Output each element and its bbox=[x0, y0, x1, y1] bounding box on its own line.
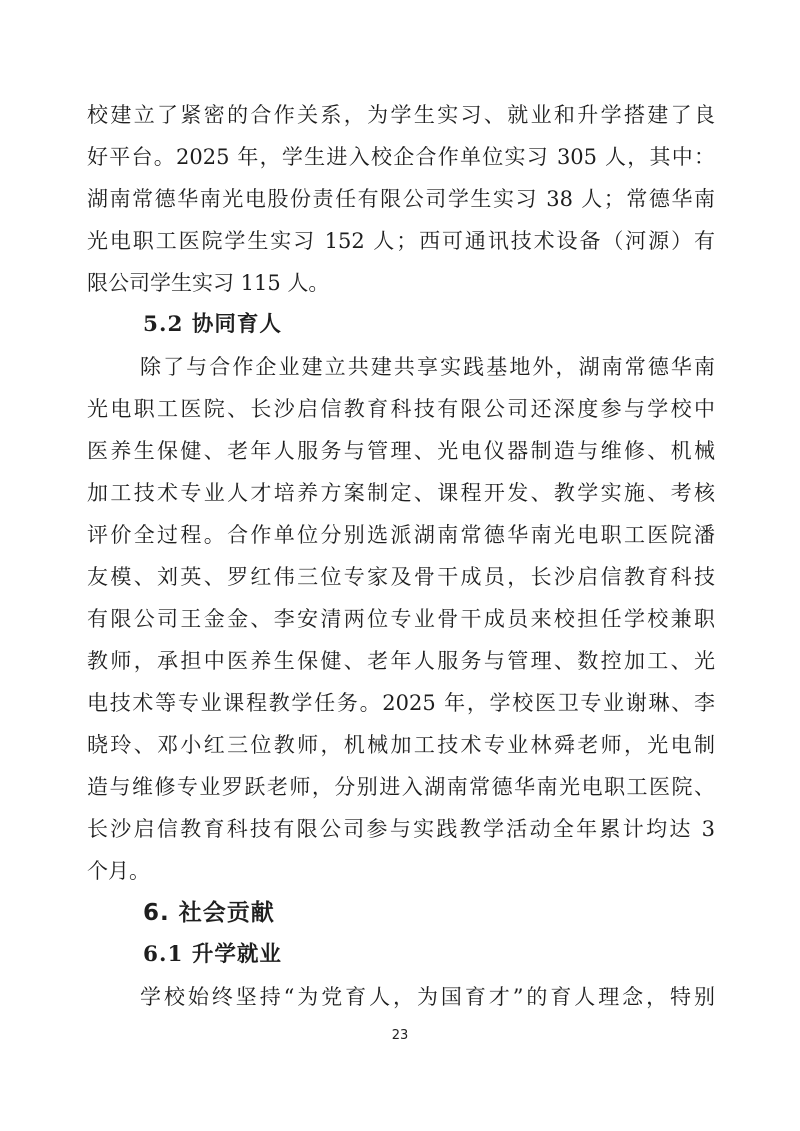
heading-6-social-contribution: 6. 社会贡献 bbox=[143, 900, 275, 926]
paragraph-internship-stats bbox=[87, 94, 715, 304]
paragraph-education-philosophy bbox=[87, 976, 715, 1018]
text-line: 电技术等专业课程教学任务。2025 年，学校医卫专业谢琳、李 bbox=[87, 691, 715, 715]
text-line: 光电职工医院学生实习 152 人；西可通讯技术设备（河源）有 bbox=[87, 229, 715, 253]
text-line: 个月。 bbox=[87, 859, 150, 883]
text-line: 晓玲、邓小红三位教师，机械加工技术专业林舜老师，光电制 bbox=[87, 733, 715, 757]
text-line: 评价全过程。合作单位分别选派湖南常德华南光电职工医院潘 bbox=[87, 523, 715, 547]
text-line: 医养生保健、老年人服务与管理、光电仪器制造与维修、机械 bbox=[87, 439, 715, 463]
text-line: 友模、刘英、罗红伟三位专家及骨干成员，长沙启信教育科技 bbox=[87, 565, 715, 589]
text-line: 教师，承担中医养生保健、老年人服务与管理、数控加工、光 bbox=[87, 649, 715, 673]
text-line: 加工技术专业人才培养方案制定、课程开发、教学实施、考核 bbox=[87, 481, 715, 505]
text-line: 湖南常德华南光电股份责任有限公司学生实习 38 人；常德华南 bbox=[87, 187, 715, 211]
page-content bbox=[87, 94, 715, 1018]
text-line: 除了与合作企业建立共建共享实践基地外，湖南常德华南 bbox=[140, 355, 715, 379]
text-line: 校建立了紧密的合作关系，为学生实习、就业和升学搭建了良 bbox=[87, 103, 715, 127]
heading-5-2-collaborative-education: 5.2 协同育人 bbox=[143, 312, 282, 337]
paragraph-collaborative-education bbox=[87, 346, 715, 892]
text-line: 有限公司王金金、李安清两位专业骨干成员来校担任学校兼职 bbox=[87, 607, 715, 631]
page-number: 23 bbox=[391, 1028, 409, 1043]
heading-6-1-further-study-employment: 6.1 升学就业 bbox=[143, 942, 282, 967]
text-line: 好平台。2025 年，学生进入校企合作单位实习 305 人，其中： bbox=[87, 145, 715, 169]
text-line: 造与维修专业罗跃老师，分别进入湖南常德华南光电职工医院、 bbox=[87, 775, 715, 799]
text-line: 限公司学生实习 115 人。 bbox=[87, 271, 330, 295]
text-line: 长沙启信教育科技有限公司参与实践教学活动全年累计均达 3 bbox=[87, 817, 715, 841]
text-line: 光电职工医院、长沙启信教育科技有限公司还深度参与学校中 bbox=[87, 397, 715, 421]
text-line: 学校始终坚持“为党育人，为国育才”的育人理念，特别 bbox=[140, 985, 715, 1009]
